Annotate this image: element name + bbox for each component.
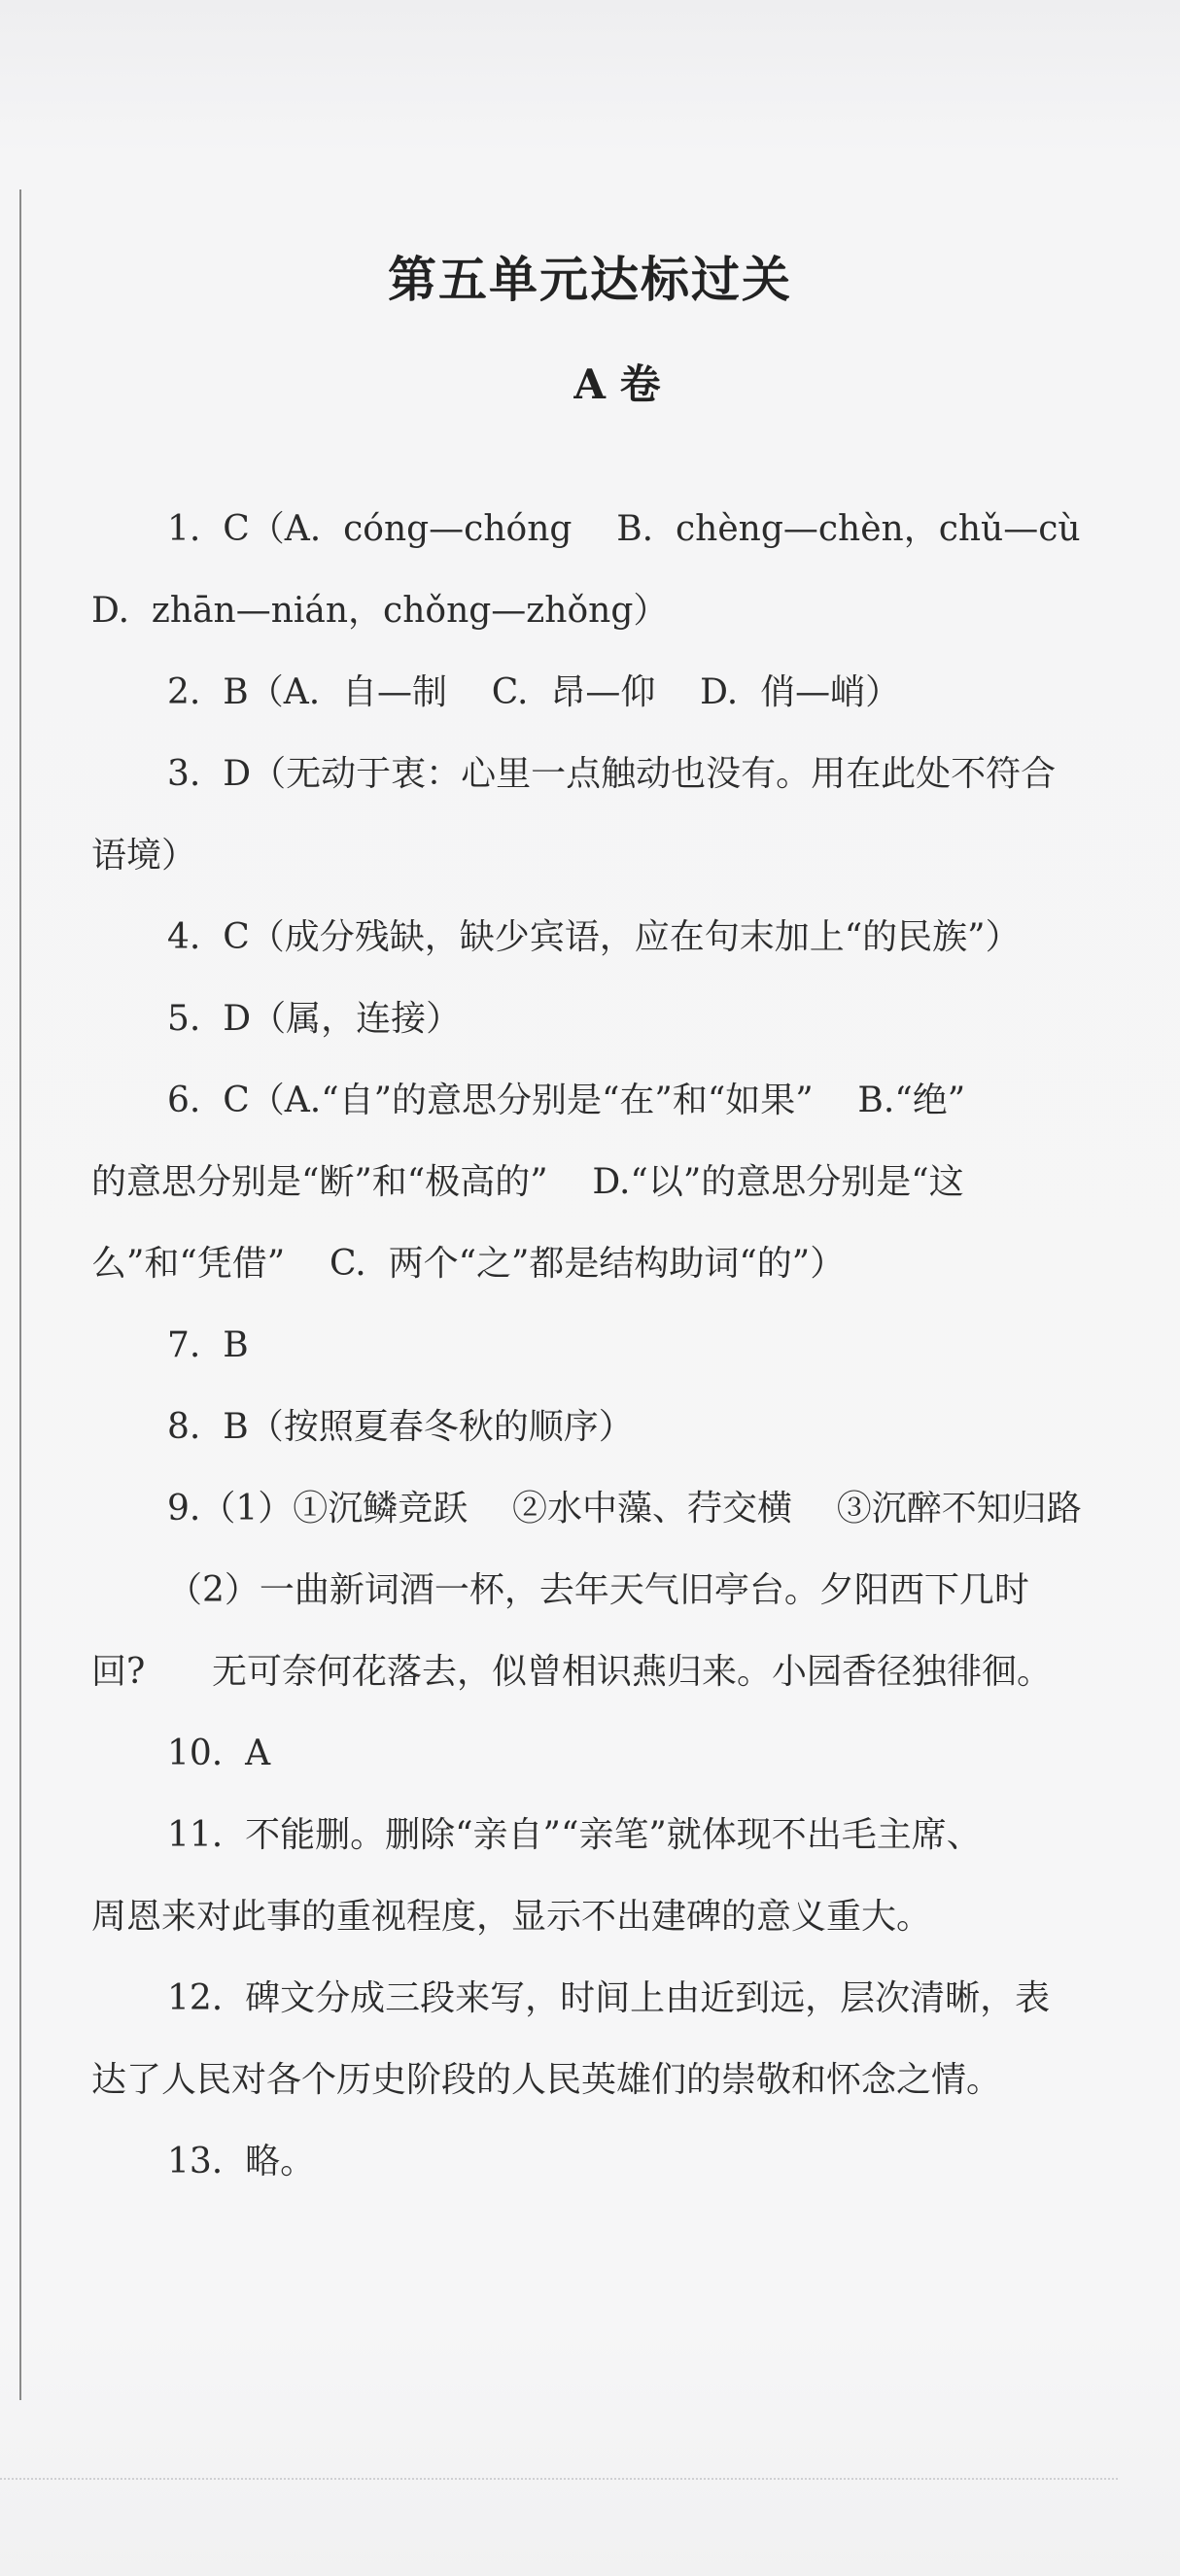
answer-line: 5. D（属，连接） (167, 999, 462, 1039)
answer-line: 6. C（A.“自”的意思分别是“在”和“如果” B.“绝” (167, 1081, 966, 1120)
answer-line: 达了人民对各个历史阶段的人民英雄们的崇敬和怀念之情。 (91, 2060, 1002, 2100)
answer-line: 的意思分别是“断”和“极高的” D.“以”的意思分别是“这 (91, 1162, 964, 1202)
answer-line: 1. C（A. cóng—chóng B. chèng—chèn，chǔ—cù (167, 509, 1081, 549)
answer-line: 12. 碑文分成三段来写，时间上由近到远，层次清晰，表 (167, 1978, 1051, 2018)
answer-line: 8. B（按照夏春冬秋的顺序） (167, 1407, 634, 1447)
answer-line: 9.（1）①沉鳞竞跃 ②水中藻、荇交横 ③沉醉不知归路 (167, 1489, 1082, 1528)
answer-line: 10. A (167, 1734, 271, 1773)
answer-line: 13. 略。 (167, 2142, 316, 2181)
answer-line: 11. 不能删。删除“亲自”“亲笔”就体现不出毛主席、 (167, 1815, 982, 1855)
binding-margin-line (19, 189, 21, 2400)
page-title: 第五单元达标过关 (388, 251, 792, 308)
answer-line: 回? 无可奈何花落去，似曾相识燕归来。小园香径独徘徊。 (91, 1652, 1052, 1692)
answer-line: 4. C（成分残缺，缺少宾语，应在句末加上“的民族”） (167, 917, 1021, 957)
answer-line: 语境） (91, 836, 197, 876)
answer-line: 周恩来对此事的重视程度，显示不出建碑的意义重大。 (91, 1897, 932, 1937)
answer-line: 么”和“凭借” C. 两个“之”都是结构助词“的”） (91, 1244, 846, 1284)
answer-line: D. zhān—nián，chǒng—zhǒng） (91, 591, 669, 631)
answer-line: 2. B（A. 自—制 C. 昂—仰 D. 俏—峭） (167, 672, 901, 712)
answer-line: 7. B (167, 1325, 249, 1365)
page-bottom-rule (0, 2478, 1118, 2480)
section-title: A 卷 (573, 361, 661, 408)
answer-line: 3. D（无动于衷：心里一点触动也没有。用在此处不符合 (167, 754, 1057, 794)
answer-line: （2）一曲新词酒一杯，去年天气旧亭台。夕阳西下几时 (167, 1570, 1029, 1610)
